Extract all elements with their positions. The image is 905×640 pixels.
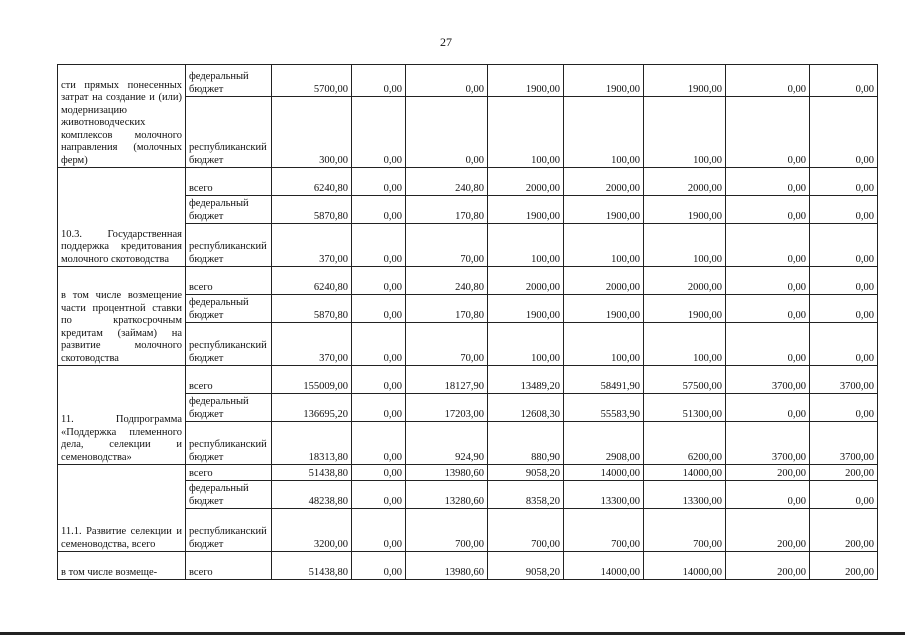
amount-cell: 14000,00: [644, 465, 726, 481]
amount-cell: 0,00: [810, 394, 878, 422]
amount-cell: 3700,00: [810, 422, 878, 465]
program-cell: 11. Подпрограмма «Поддержка племенного дела, селекции и семеноводства»: [58, 366, 186, 465]
amount-cell: 100,00: [564, 224, 644, 267]
funding-source-cell: республиканский бюджет: [186, 323, 272, 366]
amount-cell: 51300,00: [644, 394, 726, 422]
amount-cell: 3700,00: [726, 422, 810, 465]
amount-cell: 200,00: [810, 509, 878, 552]
table-row: [58, 267, 878, 295]
amount-cell: 1900,00: [564, 65, 644, 97]
amount-cell: 14000,00: [564, 552, 644, 580]
amount-cell: 0,00: [810, 168, 878, 196]
amount-cell: 58491,90: [564, 366, 644, 394]
table-row: [58, 552, 878, 580]
amount-cell: 12608,30: [488, 394, 564, 422]
amount-cell: 2000,00: [488, 168, 564, 196]
amount-cell: 0,00: [352, 267, 406, 295]
amount-cell: 0,00: [352, 224, 406, 267]
amount-cell: 13300,00: [644, 481, 726, 509]
amount-cell: 57500,00: [644, 366, 726, 394]
funding-source-cell: всего: [186, 465, 272, 481]
amount-cell: 0,00: [810, 97, 878, 168]
amount-cell: 0,00: [810, 323, 878, 366]
amount-cell: 55583,90: [564, 394, 644, 422]
program-cell: 11.1. Развитие селекции и семеноводства, всего: [58, 465, 186, 552]
amount-cell: 0,00: [352, 65, 406, 97]
amount-cell: 2000,00: [564, 168, 644, 196]
amount-cell: 0,00: [726, 323, 810, 366]
amount-cell: 100,00: [488, 97, 564, 168]
amount-cell: 9058,20: [488, 552, 564, 580]
amount-cell: 100,00: [564, 97, 644, 168]
table-row: [58, 465, 878, 481]
amount-cell: 1900,00: [564, 295, 644, 323]
funding-source-cell: федеральный бюджет: [186, 481, 272, 509]
amount-cell: 136695,20: [272, 394, 352, 422]
amount-cell: 0,00: [726, 65, 810, 97]
funding-source-cell: федеральный бюджет: [186, 196, 272, 224]
page-bottom-rule: [0, 632, 905, 635]
amount-cell: 0,00: [352, 422, 406, 465]
amount-cell: 6200,00: [644, 422, 726, 465]
amount-cell: 13280,60: [406, 481, 488, 509]
amount-cell: 5870,80: [272, 295, 352, 323]
amount-cell: 0,00: [810, 196, 878, 224]
amount-cell: 2000,00: [644, 267, 726, 295]
amount-cell: 70,00: [406, 224, 488, 267]
amount-cell: 0,00: [352, 465, 406, 481]
amount-cell: 155009,00: [272, 366, 352, 394]
funding-source-cell: всего: [186, 267, 272, 295]
funding-source-cell: всего: [186, 168, 272, 196]
funding-source-cell: республиканский бюджет: [186, 422, 272, 465]
amount-cell: 51438,80: [272, 465, 352, 481]
amount-cell: 0,00: [406, 97, 488, 168]
page-number: 27: [440, 35, 452, 49]
amount-cell: 51438,80: [272, 552, 352, 580]
amount-cell: 3700,00: [810, 366, 878, 394]
amount-cell: 9058,20: [488, 465, 564, 481]
amount-cell: 700,00: [644, 509, 726, 552]
amount-cell: 13489,20: [488, 366, 564, 394]
funding-source-cell: федеральный бюджет: [186, 394, 272, 422]
amount-cell: 0,00: [406, 65, 488, 97]
amount-cell: 48238,80: [272, 481, 352, 509]
amount-cell: 0,00: [726, 295, 810, 323]
amount-cell: 170,80: [406, 196, 488, 224]
program-cell: в том числе возмещение части процентной ставки по краткосрочным кредитам (займам) на развитие молочного скотоводства: [58, 267, 186, 366]
amount-cell: 100,00: [644, 97, 726, 168]
funding-source-cell: республиканский бюджет: [186, 509, 272, 552]
amount-cell: 8358,20: [488, 481, 564, 509]
amount-cell: 700,00: [488, 509, 564, 552]
amount-cell: 2000,00: [488, 267, 564, 295]
amount-cell: 3200,00: [272, 509, 352, 552]
amount-cell: 0,00: [352, 481, 406, 509]
amount-cell: 200,00: [726, 509, 810, 552]
funding-source-cell: федеральный бюджет: [186, 65, 272, 97]
amount-cell: 18127,90: [406, 366, 488, 394]
amount-cell: 1900,00: [488, 196, 564, 224]
amount-cell: 5700,00: [272, 65, 352, 97]
amount-cell: 3700,00: [726, 366, 810, 394]
amount-cell: 924,90: [406, 422, 488, 465]
amount-cell: 2000,00: [564, 267, 644, 295]
amount-cell: 0,00: [352, 509, 406, 552]
amount-cell: 0,00: [810, 224, 878, 267]
amount-cell: 0,00: [352, 323, 406, 366]
amount-cell: 0,00: [726, 394, 810, 422]
amount-cell: 200,00: [726, 552, 810, 580]
amount-cell: 6240,80: [272, 168, 352, 196]
program-cell: в том числе возмеще-: [58, 552, 186, 580]
amount-cell: 2000,00: [644, 168, 726, 196]
amount-cell: 1900,00: [564, 196, 644, 224]
amount-cell: 1900,00: [644, 196, 726, 224]
amount-cell: 100,00: [488, 323, 564, 366]
amount-cell: 1900,00: [644, 295, 726, 323]
amount-cell: 240,80: [406, 168, 488, 196]
amount-cell: 0,00: [726, 481, 810, 509]
amount-cell: 17203,00: [406, 394, 488, 422]
amount-cell: 0,00: [726, 97, 810, 168]
amount-cell: 6240,80: [272, 267, 352, 295]
funding-source-cell: всего: [186, 552, 272, 580]
amount-cell: 14000,00: [564, 465, 644, 481]
funding-source-cell: всего: [186, 366, 272, 394]
amount-cell: 300,00: [272, 97, 352, 168]
amount-cell: 1900,00: [488, 295, 564, 323]
amount-cell: 700,00: [406, 509, 488, 552]
funding-source-cell: федеральный бюджет: [186, 295, 272, 323]
funding-source-cell: республиканский бюджет: [186, 97, 272, 168]
amount-cell: 700,00: [564, 509, 644, 552]
amount-cell: 100,00: [644, 323, 726, 366]
program-cell: 10.3. Государственная поддержка кредитования молочного скотоводства: [58, 168, 186, 267]
amount-cell: 0,00: [726, 267, 810, 295]
amount-cell: 13300,00: [564, 481, 644, 509]
amount-cell: 13980,60: [406, 552, 488, 580]
amount-cell: 18313,80: [272, 422, 352, 465]
amount-cell: 2908,00: [564, 422, 644, 465]
amount-cell: 0,00: [726, 224, 810, 267]
amount-cell: 370,00: [272, 224, 352, 267]
amount-cell: 100,00: [488, 224, 564, 267]
amount-cell: 0,00: [352, 552, 406, 580]
table-row: [58, 168, 878, 196]
amount-cell: 0,00: [352, 394, 406, 422]
amount-cell: 200,00: [726, 465, 810, 481]
table-row: [58, 366, 878, 394]
amount-cell: 1900,00: [644, 65, 726, 97]
amount-cell: 100,00: [564, 323, 644, 366]
amount-cell: 200,00: [810, 465, 878, 481]
amount-cell: 0,00: [352, 295, 406, 323]
amount-cell: 5870,80: [272, 196, 352, 224]
amount-cell: 0,00: [810, 295, 878, 323]
amount-cell: 240,80: [406, 267, 488, 295]
amount-cell: 880,90: [488, 422, 564, 465]
amount-cell: 0,00: [352, 97, 406, 168]
amount-cell: 370,00: [272, 323, 352, 366]
funding-source-cell: республиканский бюджет: [186, 224, 272, 267]
amount-cell: 0,00: [726, 168, 810, 196]
amount-cell: 0,00: [810, 267, 878, 295]
amount-cell: 100,00: [644, 224, 726, 267]
amount-cell: 14000,00: [644, 552, 726, 580]
budget-table: [57, 64, 878, 580]
table-row: [58, 65, 878, 97]
amount-cell: 200,00: [810, 552, 878, 580]
amount-cell: 0,00: [810, 65, 878, 97]
amount-cell: 13980,60: [406, 465, 488, 481]
amount-cell: 0,00: [352, 196, 406, 224]
amount-cell: 70,00: [406, 323, 488, 366]
program-cell: сти прямых понесенных затрат на создание и (или) модернизацию животноводческих комплексов молочного направления (молочных ферм): [58, 65, 186, 168]
amount-cell: 0,00: [810, 481, 878, 509]
amount-cell: 0,00: [352, 168, 406, 196]
amount-cell: 0,00: [352, 366, 406, 394]
amount-cell: 1900,00: [488, 65, 564, 97]
amount-cell: 170,80: [406, 295, 488, 323]
amount-cell: 0,00: [726, 196, 810, 224]
